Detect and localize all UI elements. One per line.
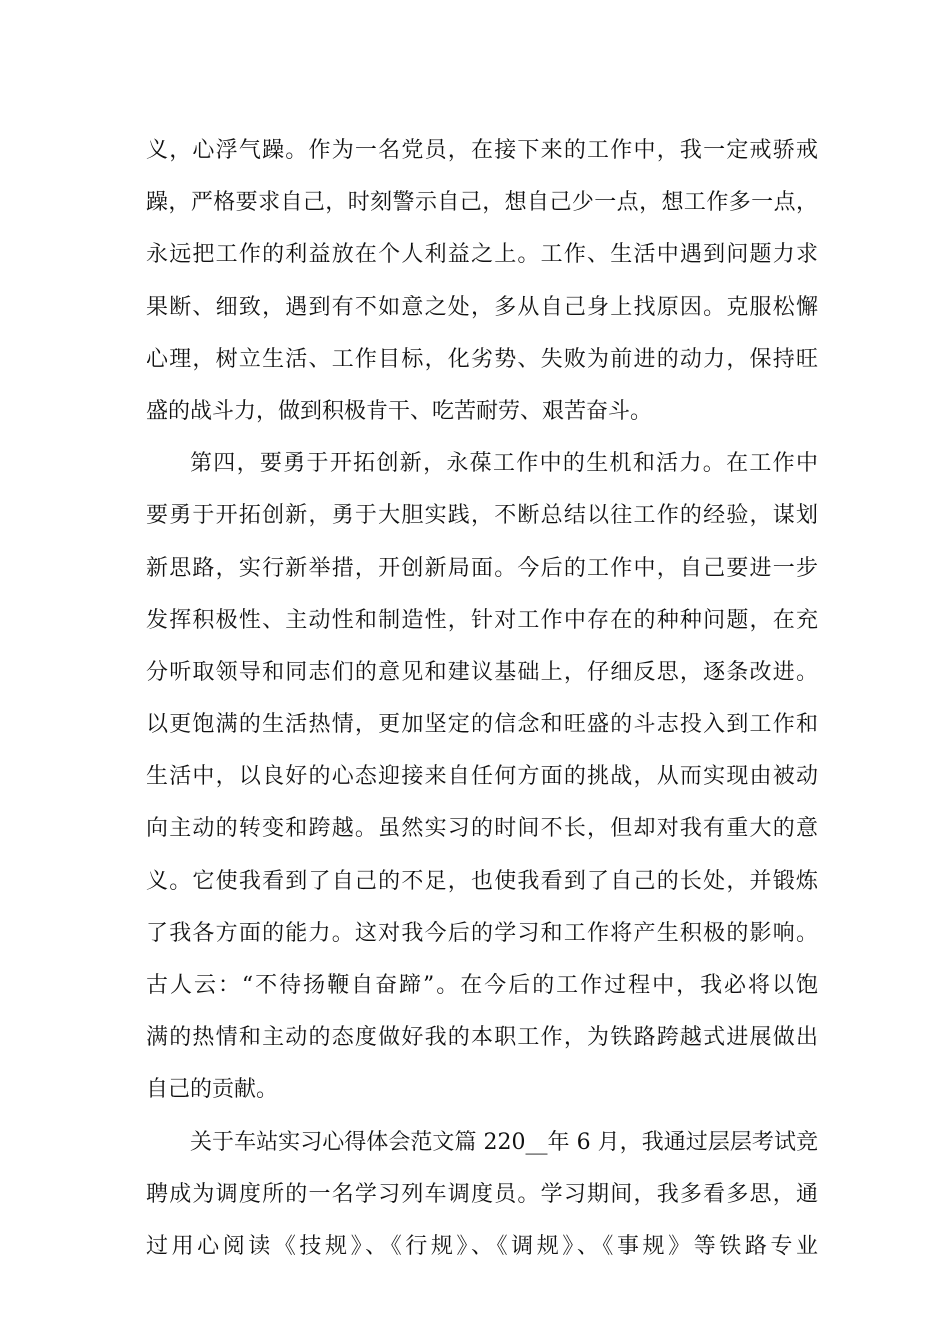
text-line: 自己的贡献。 — [146, 1077, 279, 1103]
text-line: 过用心阅读《技规》、《行规》、《调规》、《事规》等铁路专业 — [146, 1233, 818, 1259]
document-body — [146, 125, 818, 1273]
text-line: 义，心浮气躁。作为一名党员，在接下来的工作中，我一定戒骄戒 — [146, 138, 818, 163]
text-line: 要勇于开拓创新，勇于大胆实践，不断总结以往工作的经验，谋划 — [146, 503, 818, 529]
text-line: 心理，树立生活、工作目标，化劣势、失败为前进的动力，保持旺 — [146, 346, 818, 372]
text-line: 新思路，实行新举措，开创新局面。今后的工作中，自己要进一步 — [146, 555, 818, 581]
text-line: 果断、细致，遇到有不如意之处，多从自己身上找原因。克服松懈 — [146, 294, 818, 320]
text-line: 义。它使我看到了自己的不足，也使我看到了自己的长处，并锻炼 — [146, 868, 818, 894]
text-line: 躁，严格要求自己，时刻警示自己，想自己少一点，想工作多一点， — [146, 190, 818, 216]
text-line: 分听取领导和同志们的意见和建议基础上，仔细反思，逐条改进。 — [146, 659, 818, 685]
text-line: 发挥积极性、主动性和制造性，针对工作中存在的种种问题，在充 — [146, 607, 818, 633]
text-line: 古人云：“不待扬鞭自奋蹄”。在今后的工作过程中，我必将以饱 — [146, 973, 818, 998]
paragraph-first-line: 第四，要勇于开拓创新，永葆工作中的生机和活力。在工作中 — [190, 451, 818, 477]
text-line: 聘成为调度所的一名学习列车调度员。学习期间，我多看多思，通 — [146, 1181, 818, 1207]
text-line: 以更饱满的生活热情，更加坚定的信念和旺盛的斗志投入到工作和 — [146, 712, 818, 738]
text-line: 永远把工作的利益放在个人利益之上。工作、生活中遇到问题力求 — [146, 242, 818, 268]
text-line: 了我各方面的能力。这对我今后的学习和工作将产生积极的影响。 — [146, 920, 818, 946]
text-line: 盛的战斗力，做到积极肯干、吃苦耐劳、艰苦奋斗。 — [146, 398, 653, 424]
text-line: 向主动的转变和跨越。虽然实习的时间不长，但却对我有重大的意 — [146, 816, 818, 842]
text-line: 满的热情和主动的态度做好我的本职工作，为铁路跨越式进展做出 — [146, 1025, 818, 1051]
text-line: 生活中，以良好的心态迎接来自任何方面的挑战，从而实现由被动 — [146, 764, 818, 790]
paragraph-first-line: 关于车站实习心得体会范文篇 220__年 6 月，我通过层层考试竞 — [190, 1129, 818, 1155]
